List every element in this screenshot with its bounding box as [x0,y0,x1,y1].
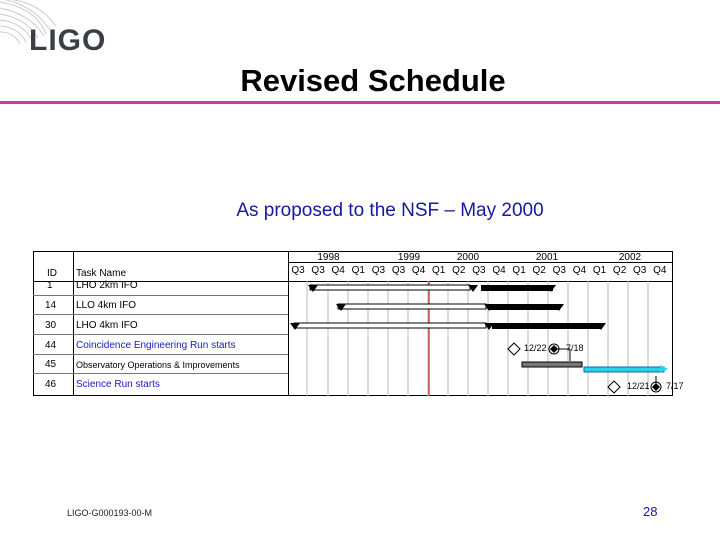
task-bar-operations [522,362,668,373]
task-name: Observatory Operations & Improvements [76,360,240,370]
row-id: 44 [45,340,57,351]
year-label: 2001 [535,252,559,263]
page-number: 28 [643,504,658,519]
year-label: 1999 [397,252,421,263]
quarter-label: Q2 [452,265,466,276]
row-id: 14 [45,300,57,311]
quarter-label: Q3 [472,265,486,276]
task-name: LHO 4km IFO [76,320,138,331]
row-divider [33,373,288,374]
row-divider [33,354,288,355]
quarter-label: Q4 [331,265,345,276]
row-id: 46 [45,379,57,390]
quarter-label: Q3 [391,265,406,276]
ligo-logo: LIGO [29,24,107,57]
task-bar-llo-4km [336,304,564,311]
quarter-label: Q1 [512,265,526,276]
id-column-divider [73,251,74,396]
quarter-label: Q1 [432,265,446,276]
task-name: LHO 2km IFO [76,280,138,291]
quarter-label: Q2 [612,265,627,276]
milestone-date: 12/22 [524,343,547,353]
row-id: 30 [45,320,57,331]
quarter-label: Q4 [572,265,587,276]
quarter-label: Q3 [311,265,325,276]
milestone-date: 7/18 [566,343,584,353]
quarter-label: Q3 [291,265,305,276]
quarter-label: Q4 [492,265,506,276]
row-divider [33,295,288,296]
year-label: 2002 [618,252,642,263]
quarter-label: Q4 [411,265,426,276]
milestone-date: 7/17 [666,381,684,391]
task-name: Science Run starts [76,379,160,390]
id-header: ID [47,268,57,279]
task-name: LLO 4km IFO [76,300,137,311]
quarter-label: Q3 [633,265,647,276]
task-bar-lho-2km [308,285,556,292]
row-divider [33,334,288,335]
quarter-label: Q1 [592,265,607,276]
gantt-timeline [288,281,673,396]
quarter-label: Q4 [653,265,667,276]
row-divider [33,314,288,315]
quarter-label: Q3 [371,265,386,276]
title-divider [0,101,720,104]
slide-subtitle: As proposed to the NSF – May 2000 [236,200,544,221]
page-title: Revised Schedule [240,63,506,98]
gantt-chart [33,251,684,396]
year-label: 1998 [317,252,340,263]
row-id: 45 [45,359,57,370]
row-id: 1 [47,280,53,291]
milestone-date: 12/21 [627,381,650,391]
year-label: 2000 [456,252,480,263]
task-name-header: Task Name [76,268,127,279]
quarter-label: Q1 [351,265,365,276]
document-id: LIGO-G000193-00-M [67,508,153,518]
task-name: Coincidence Engineering Run starts [76,340,236,351]
quarter-label: Q2 [532,265,546,276]
quarter-label: Q3 [552,265,566,276]
